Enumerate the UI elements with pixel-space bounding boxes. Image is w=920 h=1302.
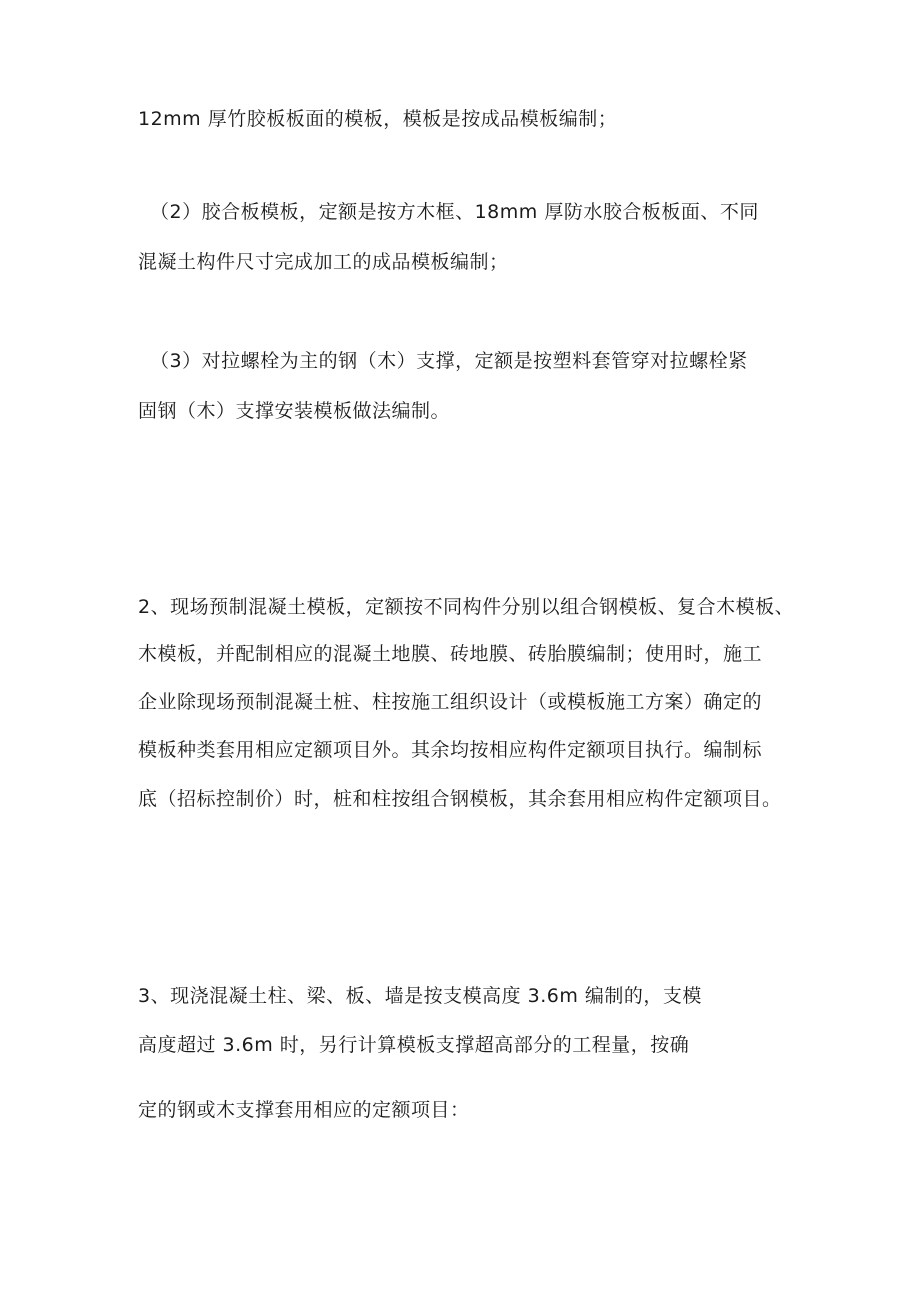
item2-line-1: （2）胶合板模板，定额是按方木框、18mm 厚防水胶合板板面、不同 [150, 201, 759, 223]
section3-line-3: 定的钢或木支撑套用相应的定额项目： [138, 1099, 470, 1121]
section2-line-3: 企业除现场预制混凝土桩、柱按施工组织设计（或模板施工方案）确定的 [138, 691, 763, 713]
section3-line-1: 3、现浇混凝土柱、梁、板、墙是按支模高度 3.6m 编制的，支模 [138, 985, 702, 1007]
section2-line-5: 底（招标控制价）时，桩和柱按组合钢模板，其余套用相应构件定额项目。 [138, 788, 782, 810]
section2-line-4: 模板种类套用相应定额项目外。其余均按相应构件定额项目执行。编制标 [138, 739, 763, 761]
item3-line-1: （3）对拉螺栓为主的钢（木）支撑，定额是按塑料套管穿对拉螺栓紧 [150, 350, 748, 372]
item3-line-2: 固钢（木）支撑安装模板做法编制。 [138, 400, 451, 422]
item2-line-2: 混凝土构件尺寸完成加工的成品模板编制； [138, 251, 509, 273]
section2-line-2: 木模板，并配制相应的混凝土地膜、砖地膜、砖胎膜编制；使用时，施工 [138, 643, 763, 665]
intro-line-1: 12mm 厚竹胶板板面的模板，模板是按成品模板编制； [138, 108, 618, 130]
section3-line-2: 高度超过 3.6m 时，另行计算模板支撑超高部分的工程量，按确 [138, 1034, 690, 1056]
section2-line-1: 2、现场预制混凝土模板，定额按不同构件分别以组合钢模板、复合木模板、 [138, 596, 795, 618]
